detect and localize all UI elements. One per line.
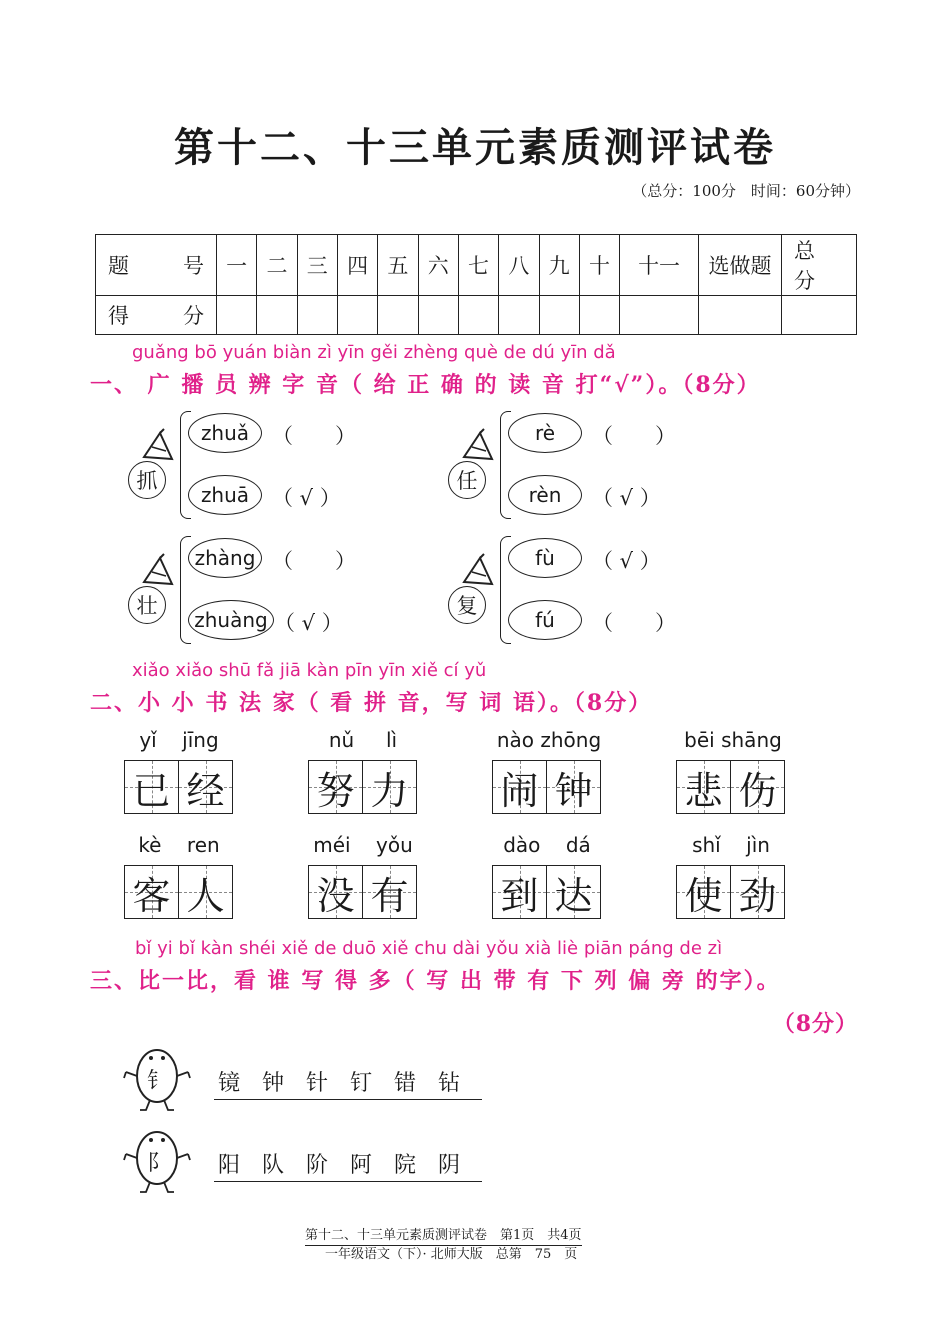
radical-row	[122, 1042, 522, 1114]
footer-book-info: 一年级语文（下）· 北师大版 总第 75 页	[325, 1247, 578, 1262]
table-cell: 九	[539, 235, 579, 296]
grid-cell: 经	[178, 761, 232, 813]
score-entry-cell[interactable]	[782, 296, 857, 335]
writing-grid	[492, 865, 601, 919]
pronunciation-group	[122, 530, 432, 648]
score-time-info: （总分：100分 时间：60分钟）	[632, 182, 860, 200]
pinyin-option: fú	[508, 600, 582, 640]
score-entry-cell[interactable]	[579, 296, 619, 335]
answer-parens[interactable]: （ ）	[592, 611, 676, 635]
writing-grid	[124, 865, 233, 919]
page-title: 第十二、十三单元素质测评试卷	[174, 124, 776, 171]
score-entry-cell[interactable]	[458, 296, 498, 335]
word-pinyin: yǐ jīng	[139, 728, 219, 752]
section1-pinyin: guǎng bō yuán biàn zì yīn gěi zhèng què de dú yīn dǎ	[132, 342, 616, 363]
grid-cell: 客	[125, 866, 178, 918]
grid-cell: 努	[309, 761, 362, 813]
grid-cell: 已	[125, 761, 178, 813]
pinyin-option: zhuàng	[188, 600, 274, 640]
score-entry-cell[interactable]	[378, 296, 418, 335]
word-pinyin: dào dá	[503, 833, 591, 857]
score-table-header-row	[96, 235, 857, 296]
table-cell: 四	[337, 235, 377, 296]
word-pinyin: bēi shāng	[684, 728, 782, 752]
writing-grid	[492, 760, 601, 814]
score-entry-cell[interactable]	[418, 296, 458, 335]
score-entry-cell[interactable]	[539, 296, 579, 335]
grid-cell: 钟	[546, 761, 600, 813]
pinyin-option: zhuǎ	[188, 413, 262, 453]
grid-cell: 有	[362, 866, 416, 918]
table-cell: 总 分	[782, 235, 857, 296]
grid-cell: 没	[309, 866, 362, 918]
word-pinyin: méi yǒu	[313, 833, 413, 857]
pronunciation-group	[442, 405, 752, 523]
section2-pinyin: xiǎo xiǎo shū fǎ jiā kàn pīn yīn xiě cí yǔ	[132, 660, 487, 681]
word-pinyin: nào zhōng	[496, 728, 602, 752]
table-cell: 五	[378, 235, 418, 296]
section3-score: （8分）	[772, 1011, 858, 1037]
target-character: 复	[448, 586, 486, 624]
grid-cell: 人	[178, 866, 232, 918]
score-entry-cell[interactable]	[297, 296, 337, 335]
answer-parens[interactable]: （ ）	[272, 549, 356, 573]
footer-page-info: 第十二、十三单元素质测评试卷 第1页 共4页	[305, 1224, 582, 1246]
writing-grid	[676, 865, 785, 919]
target-character: 任	[448, 461, 486, 499]
answer-parens[interactable]: （ √ ）	[274, 611, 343, 635]
grid-cell: 力	[362, 761, 416, 813]
table-cell: 三	[297, 235, 337, 296]
writing-grid	[676, 760, 785, 814]
pronunciation-group	[122, 405, 432, 523]
section2-heading: 二、小 小 书 法 家（ 看 拼 音，写 词 语）。（8分）	[90, 690, 653, 716]
radical-answer[interactable]: 镜钟针钉错钻	[214, 1066, 482, 1100]
target-character: 壮	[128, 586, 166, 624]
section1-heading: 一、 广 播 员 辨 字 音（ 给 正 确 的 读 音 打“√”）。（8分）	[90, 372, 761, 398]
word-pinyin: nǔ lì	[328, 728, 398, 752]
writing-grid	[124, 760, 233, 814]
table-cell: 得 分	[96, 296, 217, 335]
answer-parens[interactable]: （ √ ）	[592, 486, 661, 510]
table-cell: 八	[499, 235, 539, 296]
pinyin-option: zhuā	[188, 475, 262, 515]
radical-answer[interactable]: 阳队阶阿院阴	[214, 1148, 482, 1182]
grid-cell: 闹	[493, 761, 546, 813]
table-cell: 六	[418, 235, 458, 296]
grid-cell: 使	[677, 866, 730, 918]
table-cell: 十一	[620, 235, 699, 296]
answer-parens[interactable]: （ √ ）	[272, 486, 341, 510]
table-cell: 二	[257, 235, 297, 296]
section3-heading: 三、比一比，看 谁 写 得 多（ 写 出 带 有 下 列 偏 旁 的字）。	[90, 968, 781, 994]
table-cell: 十	[579, 235, 619, 296]
writing-grid	[308, 760, 417, 814]
grid-cell: 到	[493, 866, 546, 918]
score-table-score-row	[96, 296, 857, 335]
score-entry-cell[interactable]	[620, 296, 699, 335]
word-pinyin: shǐ jìn	[692, 833, 770, 857]
answer-parens[interactable]: （ √ ）	[592, 549, 661, 573]
pinyin-option: fù	[508, 538, 582, 578]
score-entry-cell[interactable]	[337, 296, 377, 335]
radical-label: 阝	[147, 1151, 170, 1176]
radical-label: 钅	[147, 1069, 170, 1094]
score-entry-cell[interactable]	[499, 296, 539, 335]
word-pinyin: kè ren	[138, 833, 220, 857]
pinyin-option: rè	[508, 413, 582, 453]
grid-cell: 伤	[730, 761, 784, 813]
grid-cell: 劲	[730, 866, 784, 918]
table-cell: 选做题	[699, 235, 782, 296]
section3-pinyin: bǐ yi bǐ kàn shéi xiě de duō xiě chu dài yǒu xià liè piān páng de zì	[135, 938, 723, 959]
pronunciation-group	[442, 530, 752, 648]
answer-parens[interactable]: （ ）	[592, 424, 676, 448]
table-cell: 一	[217, 235, 257, 296]
writing-grid	[308, 865, 417, 919]
pinyin-option: rèn	[508, 475, 582, 515]
radical-row	[122, 1124, 522, 1196]
score-table	[95, 234, 857, 335]
score-entry-cell[interactable]	[257, 296, 297, 335]
table-cell: 题 号	[96, 235, 217, 296]
pinyin-option: zhàng	[188, 538, 262, 578]
grid-cell: 达	[546, 866, 600, 918]
grid-cell: 悲	[677, 761, 730, 813]
table-cell: 七	[458, 235, 498, 296]
answer-parens[interactable]: （ ）	[272, 424, 356, 448]
score-entry-cell[interactable]	[217, 296, 257, 335]
target-character: 抓	[128, 461, 166, 499]
score-entry-cell[interactable]	[699, 296, 782, 335]
